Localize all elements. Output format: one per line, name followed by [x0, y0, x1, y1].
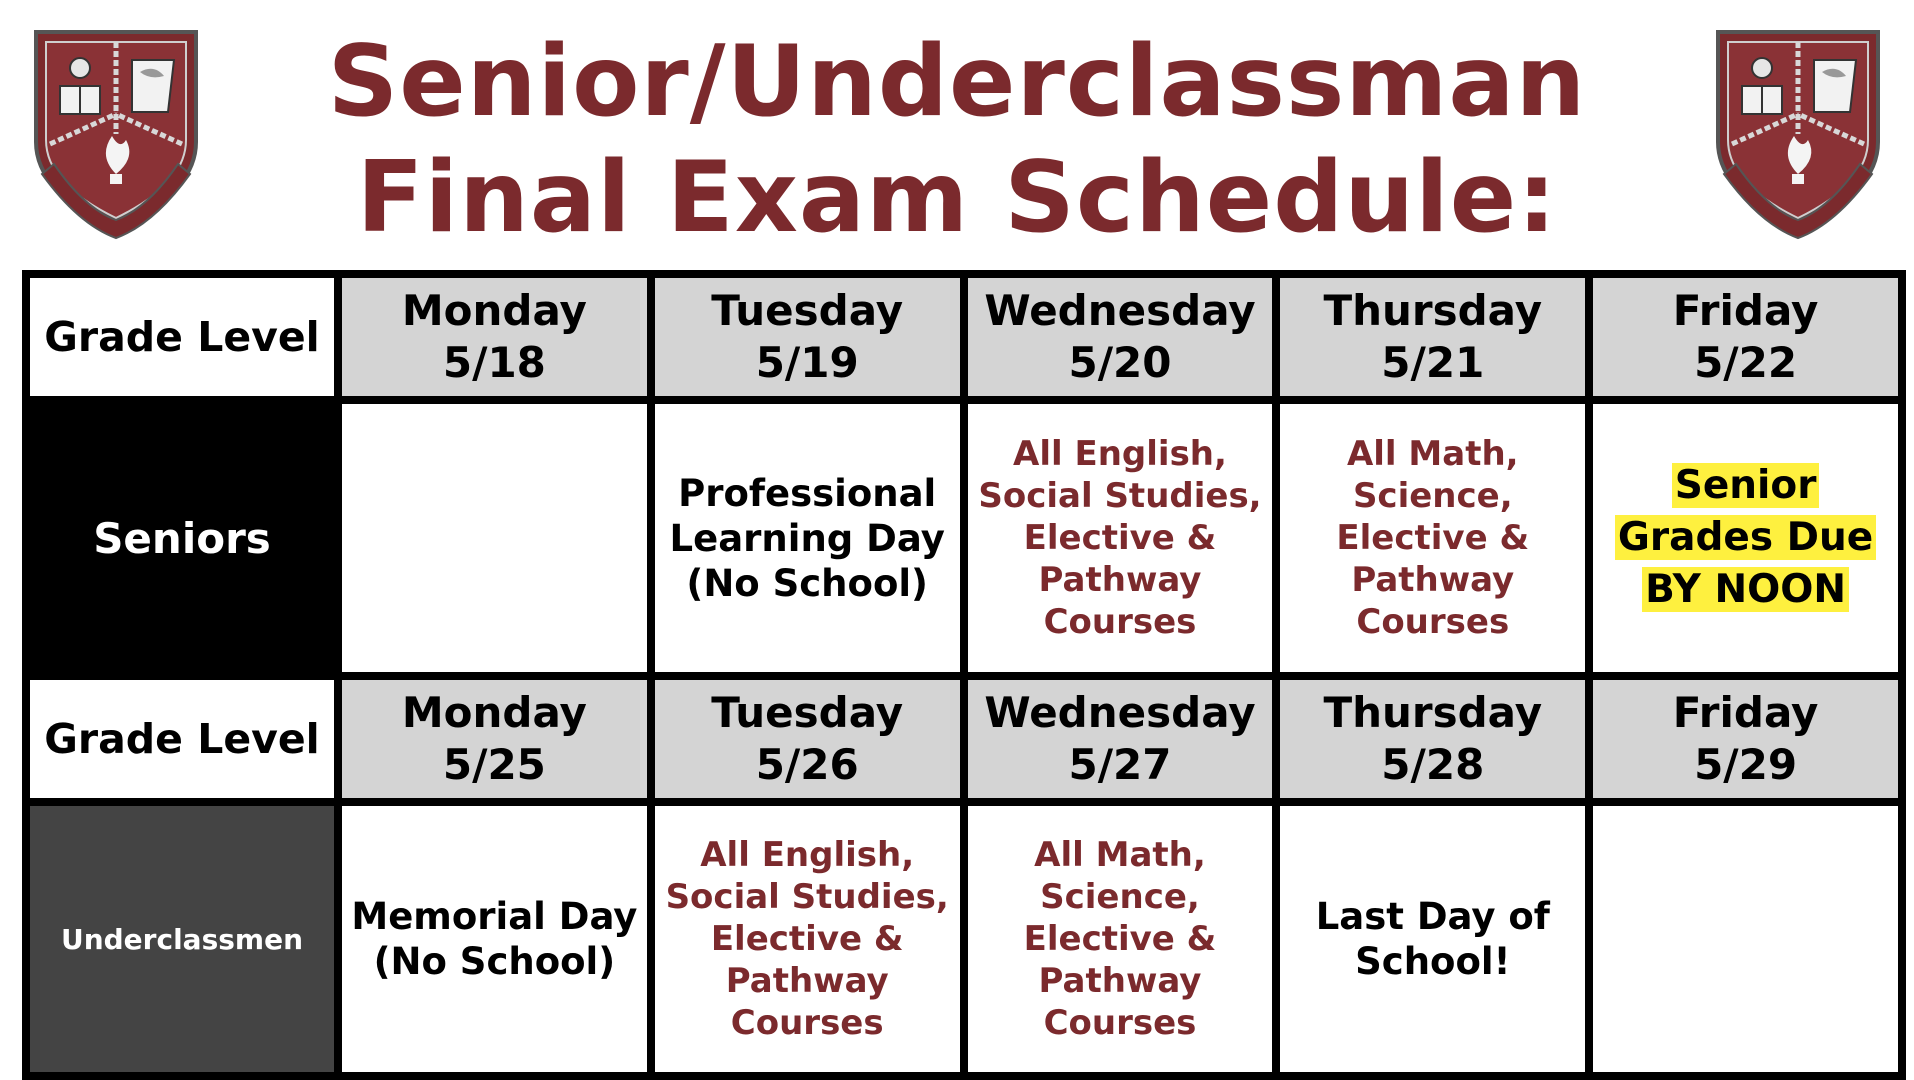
cell-line: Science,: [1352, 476, 1513, 516]
day-header-monday: [338, 676, 651, 802]
underclassmen-tuesday-cell: [651, 802, 964, 1076]
cell-line: Learning Day: [669, 516, 945, 560]
grade-level-label: Grade Level: [26, 676, 338, 802]
day-header-thursday: [1276, 274, 1589, 400]
cell-line: Pathway: [1038, 560, 1202, 600]
day-header-monday: [338, 274, 651, 400]
cell-line: All Math,: [1034, 835, 1206, 875]
day-name: Monday: [401, 286, 587, 335]
cell-line: Courses: [730, 1003, 884, 1043]
cell-line: Pathway: [1351, 560, 1515, 600]
seniors-friday-cell: [1589, 400, 1902, 676]
seniors-thursday-cell: [1276, 400, 1589, 676]
day-date: 5/20: [1068, 338, 1172, 387]
cell-line: Science,: [1040, 877, 1200, 917]
underclassmen-monday-cell: [338, 802, 651, 1076]
school-crest-icon: [1710, 24, 1886, 242]
day-date: 5/21: [1381, 338, 1485, 387]
underclassmen-wednesday-cell: [964, 802, 1277, 1076]
underclassmen-label: Underclassmen: [26, 802, 338, 1076]
week2-header-row: [26, 676, 1902, 802]
seniors-monday-cell: [338, 400, 651, 676]
underclassmen-thursday-cell: [1276, 802, 1589, 1076]
title-line-1: Senior/Underclassman: [327, 25, 1587, 139]
cell-line: Social Studies,: [665, 877, 949, 917]
day-name: Friday: [1672, 286, 1819, 335]
cell-line: Memorial Day: [351, 895, 638, 938]
title-line-2: Final Exam Schedule:: [356, 141, 1558, 255]
seniors-row: [26, 400, 1902, 676]
cell-line: All English,: [700, 835, 915, 875]
cell-line: Courses: [1043, 1003, 1197, 1043]
day-date: 5/18: [442, 338, 546, 387]
day-header-tuesday: [651, 274, 964, 400]
day-date: 5/27: [1068, 740, 1172, 789]
day-header-wednesday: [964, 676, 1277, 802]
day-date: 5/28: [1381, 740, 1485, 789]
highlighted-text: Senior: [1672, 463, 1820, 508]
day-date: 5/19: [755, 338, 859, 387]
day-header-thursday: [1276, 676, 1589, 802]
seniors-label: Seniors: [26, 400, 338, 676]
cell-line: Elective &: [1336, 518, 1530, 558]
page-title: [250, 24, 1664, 256]
day-name: Tuesday: [711, 688, 904, 737]
cell-line: Elective &: [710, 919, 904, 959]
cell-line: Social Studies,: [978, 476, 1262, 516]
day-header-friday: [1589, 676, 1902, 802]
day-header-wednesday: [964, 274, 1277, 400]
underclassmen-row: [26, 802, 1902, 1076]
day-date: 5/25: [442, 740, 546, 789]
cell-line: Elective &: [1023, 919, 1217, 959]
cell-line: All Math,: [1346, 434, 1519, 474]
cell-line: Last Day of: [1315, 895, 1550, 938]
day-header-friday: [1589, 274, 1902, 400]
exam-schedule-table: [22, 270, 1906, 1080]
day-date: 5/29: [1694, 740, 1798, 789]
cell-line: (No School): [373, 940, 616, 983]
grade-level-label: Grade Level: [26, 274, 338, 400]
cell-line: Pathway: [725, 961, 889, 1001]
day-name: Thursday: [1323, 688, 1543, 737]
cell-line: (No School): [686, 561, 928, 605]
day-name: Monday: [401, 688, 587, 737]
seniors-wednesday-cell: [964, 400, 1277, 676]
day-date: 5/26: [755, 740, 859, 789]
school-crest-icon: [28, 24, 204, 242]
cell-line: Pathway: [1038, 961, 1202, 1001]
cell-line: Elective &: [1023, 518, 1217, 558]
underclassmen-friday-cell: [1589, 802, 1902, 1076]
week1-header-row: [26, 274, 1902, 400]
day-name: Friday: [1672, 688, 1819, 737]
highlighted-text: Grades Due: [1615, 515, 1876, 560]
day-name: Wednesday: [984, 688, 1256, 737]
day-header-tuesday: [651, 676, 964, 802]
cell-line: All English,: [1013, 434, 1227, 474]
cell-line: Professional: [678, 471, 937, 515]
day-date: 5/22: [1694, 338, 1798, 387]
seniors-tuesday-cell: [651, 400, 964, 676]
highlighted-text: BY NOON: [1642, 567, 1849, 612]
day-name: Wednesday: [984, 286, 1256, 335]
day-name: Tuesday: [711, 286, 904, 335]
cell-line: School!: [1355, 940, 1511, 983]
day-name: Thursday: [1323, 286, 1543, 335]
cell-line: Courses: [1356, 602, 1510, 642]
cell-line: Courses: [1043, 602, 1197, 642]
